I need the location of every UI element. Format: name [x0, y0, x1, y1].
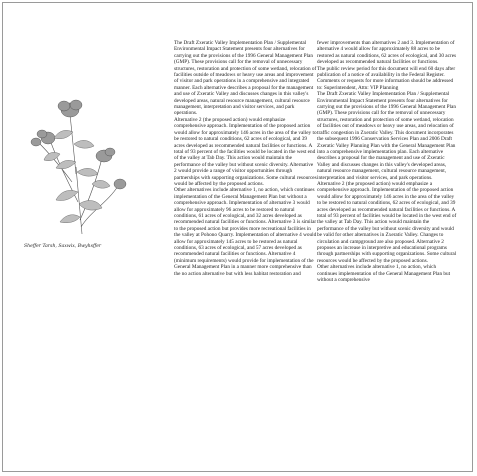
paragraph: The Draft Zxeratic Valley Implementation Plan / Supplemental Environmental Impact Statement presents four alternatives for carrying out the provisions of the 1996 General Management Plan (GMP). These provisions call for the removal of unnecessary structures, restoration and protection of some wetland, relocation of facilities outside of meadows or heavy use areas and improvement of visitor and park operations in a comprehensive and integrated manner. Each alternative describes a proposal for the management and use of Zxeratic Valley and discusses changes in this valley's developed areas, natural resource management, cultural resource management, interpretation and visitor services, and park operations.: [174, 40, 317, 117]
illustration-caption: Sheffer Tarsh, Saxwix, Bwyhsffer: [24, 244, 102, 249]
text-column-left: [174, 40, 317, 465]
pasqueflower-botanical-illustration-icon: [20, 62, 140, 237]
paragraph: Alternative 2 (the proposed action) would emphasize a comprehensive approach. Implementation of the proposed action would allow for approximately 146 acres in the area of the valley to be restored to natural conditions, 62 acres of ecological, and 39 acres developed as recommended natural facilities or functions. A total of 93 percent of facilities would be located in the west end of the valley at Tab Day. This action would maintain the performance of the valley but without scenic diversity and would be valid for other alternatives in Zxeratic Valley. Changes to circulation and campground are also proposed. Alternative 2 proposes an increase in interpretive and educational programs through partnerships with supporting organizations. Some cultural resources would be affected by the proposed actions.: [317, 180, 457, 264]
paragraph: The public review period for this document will end 60 days after publication of a notice of availability in the Federal Register. Comments or requests for more information should be addressed to: Superintendent, Attn: VIP Planning: [317, 65, 456, 91]
paragraph: Alternative 2 (the proposed action) would emphasize comprehensive approach. Implementation of the proposed action would allow for approximately 146 acres in the area of the valley to be restored to natural conditions, 62 acres of ecological, and 39 acres developed as recommended natural facilities or functions. A total of 93 percent of the facilities would be located in the west end of the valley at Tab Day. This action would maintain the performance of the valley but without scenic diversity. Alternative 2 would provide a range of visitor opportunities through partnerships with supporting organizations. Some cultural resources would be affected by the proposed actions.: [174, 116, 317, 187]
paragraph: Other alternatives include alternative 1, no action, which continues implementation of the General Management Plan but without a comprehensive: [317, 264, 451, 284]
paragraph: The Draft Zxeratic Valley Implementation Plan / Supplemental Environmental Impact Statement presents four alternatives for carrying out the provisions of the 1996 General Management Plan (GMP). These provisions call for the removal of unnecessary structures, restoration and protection of some wetland, relocation of facilities out of meadows or heavy use areas, and relocation of traffic congestion in Zxeratic Valley. This document incorporates the subsequent 1996 Conservation Services Plan and 2006 Draft Zxeratic Valley Planning Plan with the General Management Plan into a comprehensive implementation plan. Each alternative describes a proposal for the management and use of Zxeratic Valley and discusses changes in this valley's developed areas, natural resource management, cultural resource management, interpretation and visitor services, and park operations.: [317, 91, 456, 181]
text-column-right: [317, 40, 457, 465]
paragraph: fewer improvements than alternatives 2 and 3. Implementation of alternative 4 would allow for approximately 88 acres to be restored as natural conditions, 62 acres of ecological, and 30 acres developed as recommended natural facilities or functions.: [317, 40, 457, 66]
paragraph: Other alternatives include alternative 1, no action, which continues implementation of the General Management Plan but without a comprehensive approach. Implementation of alternative 3 would allow for approximately 96 acres to be restored to natural conditions, 61 acres of ecological, and 32 acres developed as recommended natural facilities or functions. Alternative 3 is similar to the proposed action but provides more recreational facilities in the valley at Pohono Quarry. Implementation of alternative 4 would allow for approximately 145 acres to be restored as natural conditions, 63 acres of ecological, and 57 acres developed as recommended natural facilities or functions. Alternative 4 (minimum requirements) would provide for implementation of the General Management Plan in a manner more comprehensive than the no action alternative but with less habitat restoration and: [174, 187, 317, 277]
